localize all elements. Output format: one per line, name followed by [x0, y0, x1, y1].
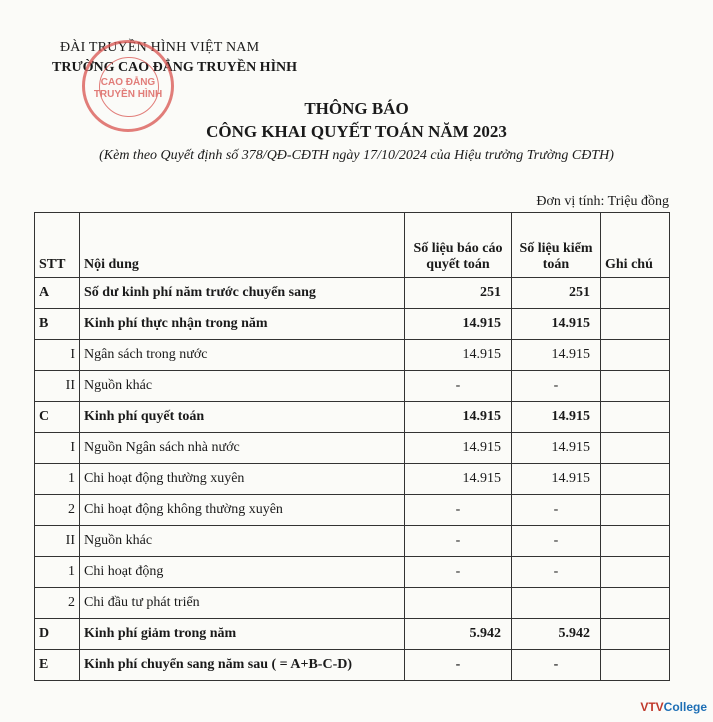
table-row — [35, 278, 670, 309]
cell-stt: C — [35, 402, 80, 433]
cell-note — [601, 309, 670, 340]
cell-audited: 14.915 — [512, 402, 601, 433]
cell-audited: - — [512, 371, 601, 402]
cell-note — [601, 371, 670, 402]
cell-stt: E — [35, 650, 80, 681]
cell-stt: 2 — [35, 588, 80, 619]
doc-heading: CÔNG KHAI QUYẾT TOÁN NĂM 2023 — [206, 122, 507, 141]
table-row — [35, 588, 670, 619]
org-parent: ĐÀI TRUYỀN HÌNH VIỆT NAM — [60, 40, 260, 55]
table-row — [35, 402, 670, 433]
cell-reported: 14.915 — [405, 340, 512, 371]
table-row — [35, 526, 670, 557]
cell-stt: I — [35, 433, 80, 464]
cell-content: Chi hoạt động thường xuyên — [80, 464, 405, 495]
cell-audited: - — [512, 650, 601, 681]
cell-audited: - — [512, 526, 601, 557]
cell-reported: - — [405, 526, 512, 557]
cell-stt: D — [35, 619, 80, 650]
cell-audited: 14.915 — [512, 464, 601, 495]
cell-audited: 5.942 — [512, 619, 601, 650]
table-row — [35, 433, 670, 464]
cell-note — [601, 340, 670, 371]
cell-reported: - — [405, 557, 512, 588]
cell-content: Kinh phí thực nhận trong năm — [80, 309, 405, 340]
table-row — [35, 309, 670, 340]
cell-content: Chi đầu tư phát triển — [80, 588, 405, 619]
cell-note — [601, 650, 670, 681]
cell-content: Ngân sách trong nước — [80, 340, 405, 371]
col-reported: Số liệu báo cáo quyết toán — [405, 213, 512, 278]
cell-audited: 251 — [512, 278, 601, 309]
cell-reported — [405, 588, 512, 619]
cell-content: Kinh phí giảm trong năm — [80, 619, 405, 650]
col-stt: STT — [35, 213, 80, 278]
cell-note — [601, 402, 670, 433]
col-content: Nội dung — [80, 213, 405, 278]
cell-stt: 1 — [35, 557, 80, 588]
vtv-college-logo: VTVCollege — [640, 700, 707, 714]
cell-stt: A — [35, 278, 80, 309]
cell-stt: 2 — [35, 495, 80, 526]
cell-reported: 5.942 — [405, 619, 512, 650]
cell-note — [601, 464, 670, 495]
cell-reported: - — [405, 371, 512, 402]
cell-audited: 14.915 — [512, 433, 601, 464]
table-row — [35, 464, 670, 495]
cell-note — [601, 433, 670, 464]
cell-content: Kinh phí chuyển sang năm sau ( = A+B-C-D) — [80, 650, 405, 681]
cell-reported: 14.915 — [405, 464, 512, 495]
cell-reported: - — [405, 495, 512, 526]
cell-reported: 14.915 — [405, 309, 512, 340]
cell-audited: 14.915 — [512, 340, 601, 371]
cell-stt: II — [35, 526, 80, 557]
table-row — [35, 619, 670, 650]
cell-content: Chi hoạt động không thường xuyên — [80, 495, 405, 526]
cell-reported: 14.915 — [405, 433, 512, 464]
cell-stt: B — [35, 309, 80, 340]
cell-stt: I — [35, 340, 80, 371]
cell-note — [601, 557, 670, 588]
table-row — [35, 557, 670, 588]
cell-content: Nguồn khác — [80, 371, 405, 402]
cell-content: Nguồn Ngân sách nhà nước — [80, 433, 405, 464]
cell-content: Kinh phí quyết toán — [80, 402, 405, 433]
doc-title: THÔNG BÁO — [304, 99, 409, 118]
cell-audited: - — [512, 557, 601, 588]
org-name: TRƯỜNG CAO ĐẲNG TRUYỀN HÌNH — [52, 60, 298, 75]
cell-note — [601, 495, 670, 526]
cell-reported: 251 — [405, 278, 512, 309]
cell-note — [601, 526, 670, 557]
unit-label: Đơn vị tính: Triệu đồng — [536, 194, 669, 209]
cell-note — [601, 619, 670, 650]
cell-note — [601, 278, 670, 309]
cell-audited: 14.915 — [512, 309, 601, 340]
cell-content: Chi hoạt động — [80, 557, 405, 588]
cell-stt: 1 — [35, 464, 80, 495]
col-audited: Số liệu kiểm toán — [512, 213, 601, 278]
cell-reported: - — [405, 650, 512, 681]
cell-content: Số dư kinh phí năm trước chuyển sang — [80, 278, 405, 309]
cell-stt: II — [35, 371, 80, 402]
cell-reported: 14.915 — [405, 402, 512, 433]
cell-note — [601, 588, 670, 619]
cell-content: Nguồn khác — [80, 526, 405, 557]
table-row — [35, 340, 670, 371]
table-row — [35, 650, 670, 681]
settlement-table — [34, 212, 670, 681]
table-row — [35, 371, 670, 402]
stamp-text: CAO ĐẲNG TRUYỀN HÌNH — [93, 77, 163, 100]
table-row — [35, 495, 670, 526]
cell-audited — [512, 588, 601, 619]
cell-audited: - — [512, 495, 601, 526]
col-note: Ghi chú — [601, 213, 670, 278]
doc-subtitle: (Kèm theo Quyết định số 378/QĐ-CĐTH ngày 17/10/2024 của Hiệu trưởng Trường CĐTH) — [99, 148, 614, 163]
